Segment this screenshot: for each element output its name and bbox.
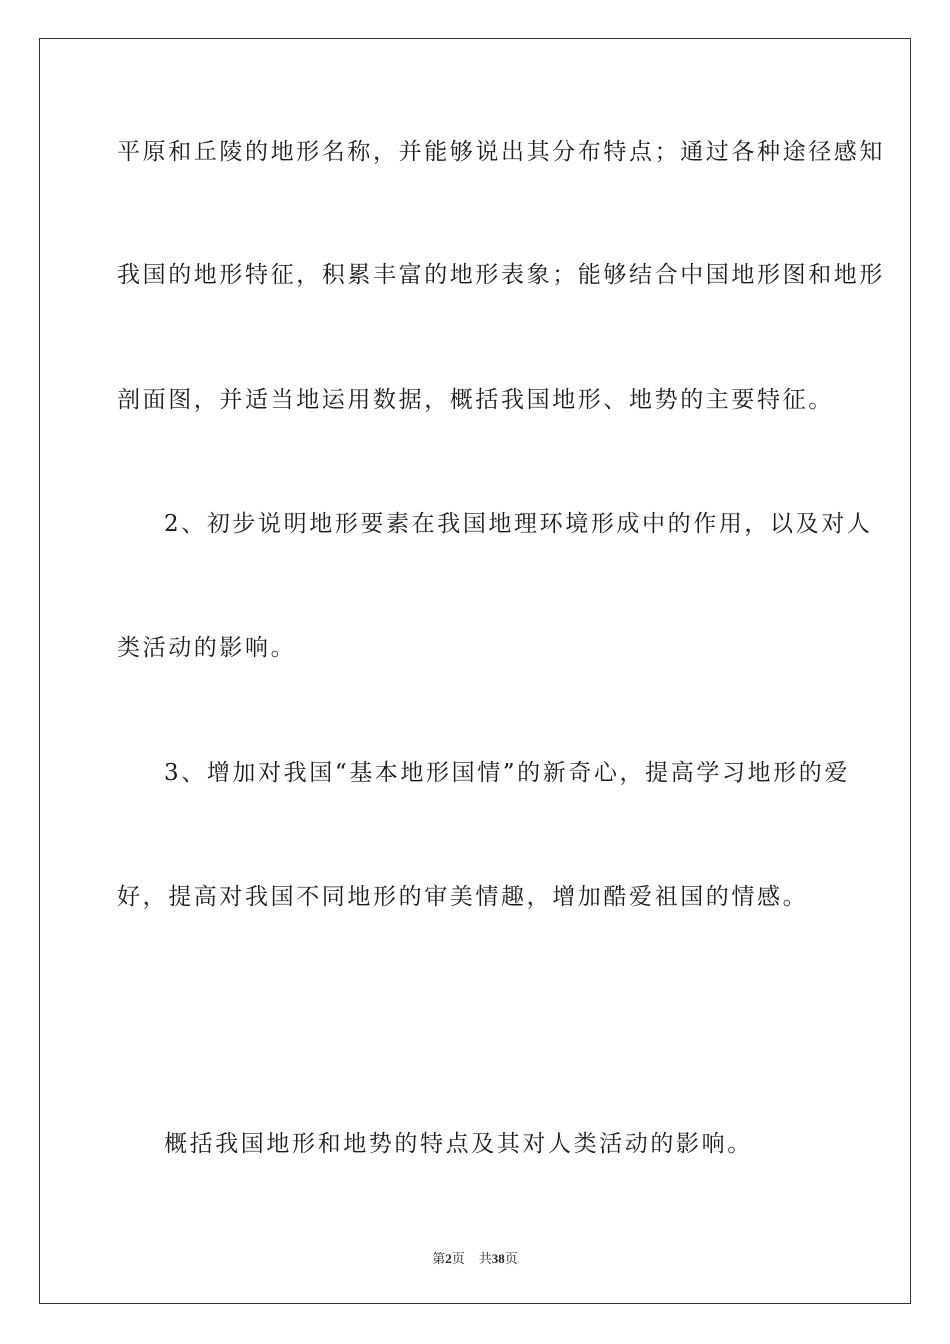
text-line-5: 类活动的影响。	[117, 635, 297, 661]
total-suffix: 页	[504, 1251, 518, 1266]
text-line-7: 好，提高对我国不同地形的审美情趣，增加酷爱祖国的情感。	[117, 884, 809, 910]
page-number: 2	[445, 1251, 452, 1266]
total-prefix: 共	[478, 1251, 492, 1266]
total-pages: 38	[491, 1251, 505, 1266]
text-line-4: 2、初步说明地形要素在我国地理环境形成中的作用，以及对人	[164, 511, 873, 537]
page-prefix: 第	[432, 1251, 446, 1266]
text-line-3: 剖面图，并适当地运用数据，概括我国地形、地势的主要特征。	[117, 387, 834, 413]
page-footer	[0, 1248, 950, 1267]
text-line-1: 平原和丘陵的地形名称，并能够说出其分布特点；通过各种途径感知	[117, 139, 885, 165]
text-line-2: 我国的地形特征，积累丰富的地形表象；能够结合中国地形图和地形	[117, 262, 885, 288]
text-line-6: 3、增加对我国“基本地形国情”的新奇心，提高学习地形的爱	[164, 760, 850, 786]
page-border	[39, 38, 911, 1304]
page-suffix: 页	[451, 1251, 465, 1266]
text-line-8: 概括我国地形和地势的特点及其对人类活动的影响。	[164, 1131, 753, 1157]
